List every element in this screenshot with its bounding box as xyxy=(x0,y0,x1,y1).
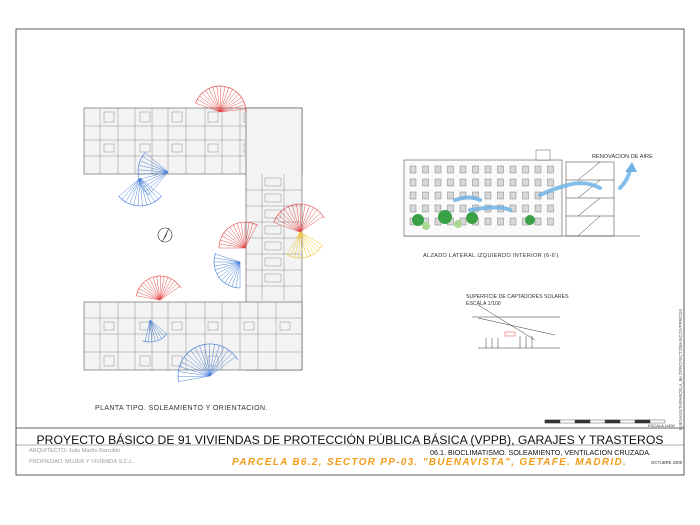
elevation-window xyxy=(510,192,516,199)
elevation-window xyxy=(410,205,416,212)
elevation-window xyxy=(423,166,429,173)
elevation-window xyxy=(498,218,504,225)
scale-label: ESCALA 1/400 xyxy=(648,423,675,428)
elevation-window xyxy=(535,218,541,225)
elevation-window xyxy=(535,179,541,186)
sun-ray xyxy=(224,233,245,248)
sun-ray xyxy=(178,376,210,377)
elevation-window xyxy=(548,218,554,225)
elevation-window xyxy=(510,218,516,225)
sun-arc xyxy=(136,276,180,296)
elevation-window xyxy=(435,205,441,212)
elevation-window xyxy=(460,205,466,212)
floor-plan xyxy=(84,108,302,370)
elevation-window xyxy=(485,179,491,186)
sun-ray xyxy=(179,376,211,382)
elevation-window xyxy=(523,192,529,199)
north-arrow-icon xyxy=(158,228,172,242)
sun-ray xyxy=(126,178,140,202)
elevation-window xyxy=(448,179,454,186)
elevation-window xyxy=(485,218,491,225)
solar-scale-label: ESCALA 1/100 xyxy=(466,301,501,307)
date-label: OCTUBRE 2008 xyxy=(651,460,682,465)
elevation-window xyxy=(410,192,416,199)
elevation-drawing xyxy=(404,150,640,236)
elevation-window xyxy=(410,179,416,186)
owner-label: PROPIEDAD: MUJER Y VIVIENDA S.C.L. xyxy=(29,459,134,465)
elevation-window xyxy=(423,179,429,186)
elevation-window xyxy=(510,179,516,186)
elevation-window xyxy=(423,192,429,199)
sun-arc xyxy=(119,196,162,206)
sun-ray xyxy=(141,286,160,300)
architect-label: ARQUITECTO: Julio Martín Barrubio xyxy=(29,448,121,454)
sun-ray xyxy=(160,286,180,300)
elevation-window xyxy=(460,166,466,173)
elevation-window xyxy=(510,166,516,173)
elevation-window xyxy=(473,179,479,186)
scale-bar xyxy=(545,420,665,423)
project-title: PROYECTO BÁSICO DE 91 VIVIENDAS DE PROTECCIÓN PÚBLICA BÁSICA (VPPB), GARAJES Y TRASTEROS xyxy=(36,433,664,447)
elevation-window xyxy=(498,192,504,199)
sun-ray xyxy=(146,280,160,300)
sun-ray xyxy=(300,232,320,248)
elevation-window xyxy=(448,192,454,199)
sun-ray xyxy=(219,262,240,277)
elevation-window xyxy=(435,179,441,186)
sun-ray xyxy=(300,210,317,232)
side-path-text: BUENAVISTA\PARCELA_B6.2\PROYECTO\BASICO\VPPB\CDS xyxy=(678,308,683,430)
sun-ray xyxy=(300,232,323,245)
elevation-window xyxy=(485,166,491,173)
elevation-window xyxy=(548,205,554,212)
elevation-window xyxy=(498,166,504,173)
sun-ray xyxy=(160,281,174,300)
elevation-caption: ALZADO LATERAL IZQUIERDO INTERIOR (6-6') xyxy=(423,253,559,259)
elevation-window xyxy=(435,166,441,173)
elevation-window xyxy=(548,179,554,186)
sun-ray xyxy=(160,277,168,300)
sun-ray xyxy=(300,216,323,232)
elevation-window xyxy=(535,205,541,212)
sun-ray xyxy=(225,262,240,283)
elevation-window xyxy=(535,166,541,173)
solar-collector-label: SUPERFICIE DE CAPTADORES SOLARES xyxy=(466,294,569,300)
sun-ray xyxy=(214,258,240,262)
parcel-label: PARCELA B6.2, SECTOR PP-03. "BUENAVISTA", GETAFE. MADRID. xyxy=(232,457,628,468)
elevation-window xyxy=(460,179,466,186)
sun-ray xyxy=(215,254,240,262)
air-renovation-label: RENOVACION DE AIRE xyxy=(592,154,653,160)
sun-ray xyxy=(119,178,140,196)
sun-ray xyxy=(230,227,245,248)
elevation-window xyxy=(498,179,504,186)
elevation-window xyxy=(423,205,429,212)
elevation-window xyxy=(523,166,529,173)
elevation-window xyxy=(485,192,491,199)
elevation-window xyxy=(473,166,479,173)
elevation-window xyxy=(523,205,529,212)
elevation-window xyxy=(435,192,441,199)
plan-caption: PLANTA TIPO. SOLEAMIENTO Y ORIENTACION. xyxy=(95,405,268,412)
sheet-subtitle: 06.1. BIOCLIMATISMO. SOLEAMIENTO, VENTILACION CRUZADA. xyxy=(430,448,651,457)
elevation-window xyxy=(523,179,529,186)
elevation-window xyxy=(548,166,554,173)
elevation-window xyxy=(448,166,454,173)
elevation-window xyxy=(410,166,416,173)
solar-collector-section xyxy=(472,305,560,348)
